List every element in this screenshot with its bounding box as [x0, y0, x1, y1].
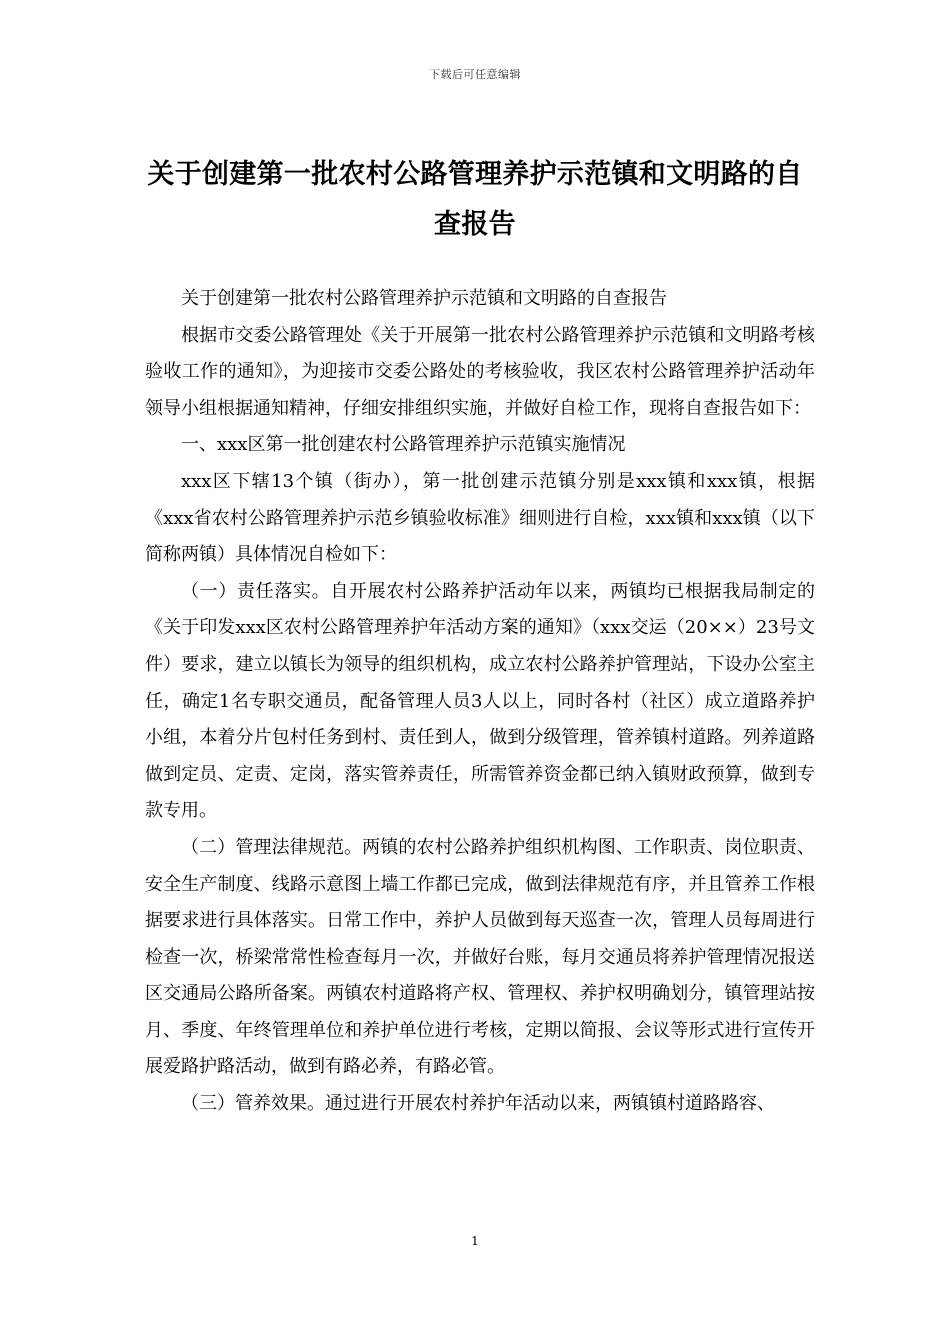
body-paragraph: （一）责任落实。自开展农村公路养护活动年以来，两镇均已根据我局制定的《关于印发xxx区农村公路管理养护年活动方案的通知》（xxx交运（20××）23号文件）要求，建立以镇长为领导的组织机构，成立农村公路养护管理站，下设办公室主任，确定1名专职交通员，配备管理人员3人以上，同时各村（社区）成立道路养护小组，本着分片包村任务到村、责任到人，做到分级管理，管养镇村道路。列养道路做到定员、定责、定岗，落实管养责任，所需管养资金都已纳入镇财政预算，做到专款专用。	[145, 580, 815, 822]
body-paragraph: （二）管理法律规范。两镇的农村公路养护组织机构图、工作职责、岗位职责、安全生产制度、线路示意图上墙工作都已完成，做到法律规范有序，并且管养工作根据要求进行具体落实。日常工作中，养护人员做到每天巡查一次，管理人员每周进行检查一次，桥梁常常性检查每月一次，并做好台账，每月交通员将养护管理情况报送区交通局公路所备案。两镇农村道路将产权、管理权、养护权明确划分，镇管理站按月、季度、年终管理单位和养护单位进行考核，定期以简报、会议等形式进行宣传开展爱路护路活动，做到有路必养，有路必管。	[145, 836, 815, 1078]
body-paragraph: xxx区下辖13个镇（街办），第一批创建示范镇分别是xxx镇和xxx镇，根据《xxx省农村公路管理养护示范乡镇验收标准》细则进行自检，xxx镇和xxx镇（以下简称两镇）具体情况自检如下：	[145, 470, 815, 566]
body-paragraph: 关于创建第一批农村公路管理养护示范镇和文明路的自查报告	[181, 288, 667, 309]
body-paragraph: （三）管养效果。通过进行开展农村养护年活动以来，两镇镇村道路路容、	[181, 1093, 775, 1115]
page-number: 1	[471, 1234, 479, 1248]
section-heading: 一、xxx区第一批创建农村公路管理养护示范镇实施情况	[181, 434, 626, 456]
document-title: 关于创建第一批农村公路管理养护示范镇和文明路的自查报告	[147, 159, 803, 240]
body-paragraph: 根据市交委公路管理处《关于开展第一批农村公路管理养护示范镇和文明路考核验收工作的通知》，为迎接市交委公路处的考核验收，我区农村公路管理养护活动年领导小组根据通知精神，仔细安排组织实施，并做好自检工作，现将自查报告如下：	[145, 324, 815, 419]
document-body	[145, 281, 815, 1123]
header-note: 下载后可任意编辑	[429, 68, 521, 81]
